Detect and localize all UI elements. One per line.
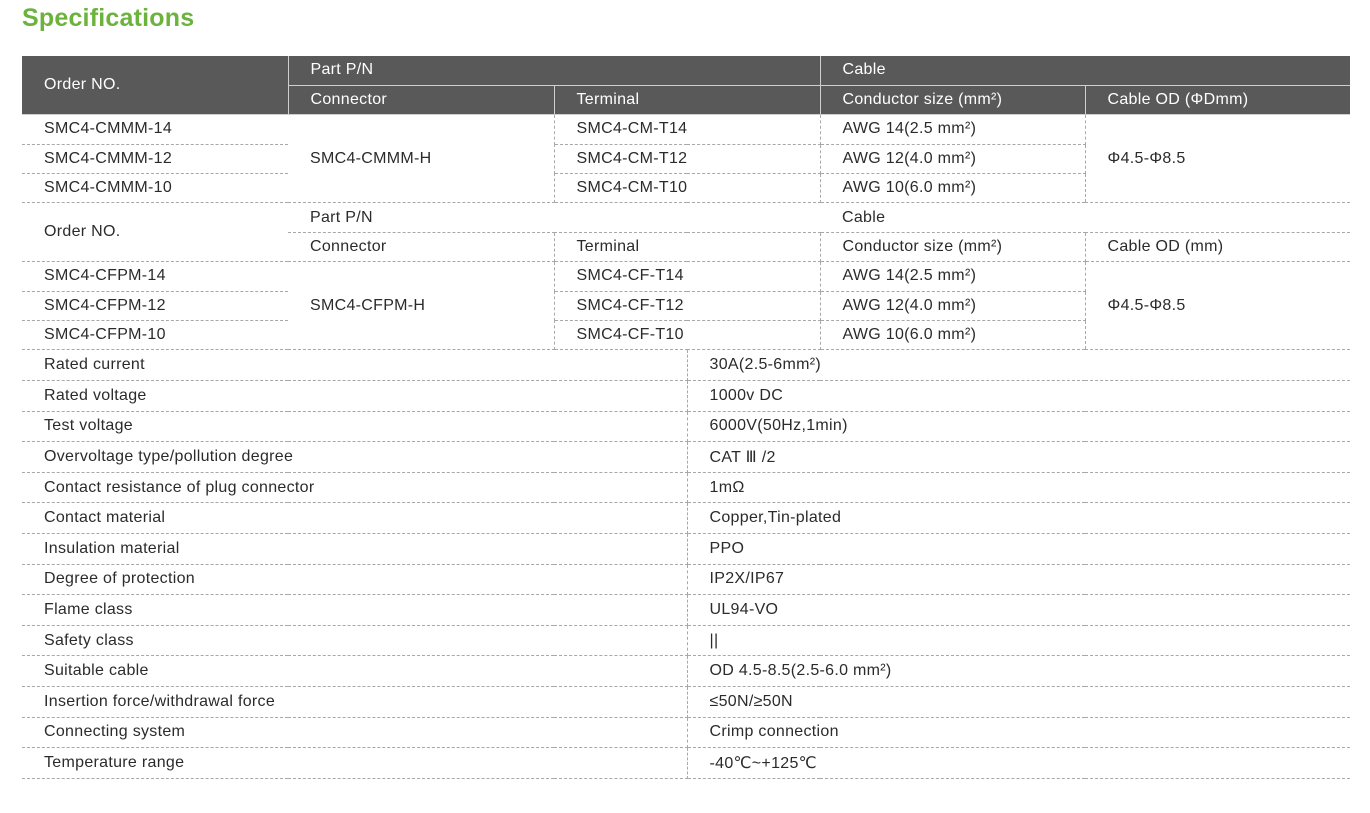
property-row xyxy=(22,686,1350,717)
property-row xyxy=(22,656,1350,687)
connector-part: SMC4-CMMM-H xyxy=(288,115,554,203)
property-label: Degree of protection xyxy=(22,564,687,595)
property-label: Flame class xyxy=(22,595,687,626)
order-number: SMC4-CFPM-10 xyxy=(22,321,288,350)
property-row xyxy=(22,533,1350,564)
header-part-pn: Part P/N xyxy=(288,203,820,232)
conductor-size: AWG 14(2.5 mm²) xyxy=(820,115,1085,144)
order-number: SMC4-CFPM-12 xyxy=(22,291,288,320)
property-value: IP2X/IP67 xyxy=(687,564,1350,595)
conductor-size: AWG 10(6.0 mm²) xyxy=(820,321,1085,350)
property-value: OD 4.5-8.5(2.5-6.0 mm²) xyxy=(687,656,1350,687)
terminal-part: SMC4-CM-T10 xyxy=(554,174,820,203)
property-label: Test voltage xyxy=(22,411,687,442)
property-value: UL94-VO xyxy=(687,595,1350,626)
header-terminal: Terminal xyxy=(554,85,820,114)
header-order-no: Order NO. xyxy=(22,203,288,262)
header-cable-od: Cable OD (ΦDmm) xyxy=(1085,85,1350,114)
header-connector: Connector xyxy=(288,232,554,261)
property-value: CAT Ⅲ /2 xyxy=(687,442,1350,473)
property-label: Temperature range xyxy=(22,748,687,779)
property-row xyxy=(22,472,1350,503)
property-value: 6000V(50Hz,1min) xyxy=(687,411,1350,442)
property-value: Copper,Tin-plated xyxy=(687,503,1350,534)
property-label: Suitable cable xyxy=(22,656,687,687)
property-label: Rated current xyxy=(22,350,687,381)
cable-od-value: Φ4.5-Φ8.5 xyxy=(1085,115,1350,203)
property-value: 1mΩ xyxy=(687,472,1350,503)
cable-od-value: Φ4.5-Φ8.5 xyxy=(1085,262,1350,350)
property-row xyxy=(22,350,1350,381)
table-row xyxy=(22,262,1350,291)
header-connector: Connector xyxy=(288,85,554,114)
header-part-pn: Part P/N xyxy=(288,56,820,85)
header-terminal: Terminal xyxy=(554,232,820,261)
terminal-part: SMC4-CM-T14 xyxy=(554,115,820,144)
property-row xyxy=(22,595,1350,626)
property-label: Overvoltage type/pollution degree xyxy=(22,442,687,473)
terminal-part: SMC4-CF-T10 xyxy=(554,321,820,350)
property-value: Crimp connection xyxy=(687,717,1350,748)
property-row xyxy=(22,381,1350,412)
order-number: SMC4-CMMM-12 xyxy=(22,144,288,173)
property-value: 30A(2.5-6mm²) xyxy=(687,350,1350,381)
property-value: || xyxy=(687,625,1350,656)
header-conductor-size: Conductor size (mm²) xyxy=(820,232,1085,261)
property-value: 1000v DC xyxy=(687,381,1350,412)
property-label: Contact material xyxy=(22,503,687,534)
terminal-part: SMC4-CF-T12 xyxy=(554,291,820,320)
order-number: SMC4-CMMM-10 xyxy=(22,174,288,203)
property-label: Connecting system xyxy=(22,717,687,748)
connector-part: SMC4-CFPM-H xyxy=(288,262,554,350)
property-row xyxy=(22,564,1350,595)
property-row xyxy=(22,411,1350,442)
property-row xyxy=(22,625,1350,656)
terminal-part: SMC4-CM-T12 xyxy=(554,144,820,173)
property-label: Insertion force/withdrawal force xyxy=(22,686,687,717)
page-title: Specifications xyxy=(22,4,195,32)
table-row xyxy=(22,115,1350,144)
header-conductor-size: Conductor size (mm²) xyxy=(820,85,1085,114)
order-number: SMC4-CMMM-14 xyxy=(22,115,288,144)
specifications-table xyxy=(22,56,1350,779)
property-row xyxy=(22,717,1350,748)
property-label: Rated voltage xyxy=(22,381,687,412)
header-order-no: Order NO. xyxy=(22,56,288,115)
property-value: PPO xyxy=(687,533,1350,564)
conductor-size: AWG 14(2.5 mm²) xyxy=(820,262,1085,291)
header-cable: Cable xyxy=(820,203,1350,232)
property-row xyxy=(22,748,1350,779)
property-value: -40℃~+125℃ xyxy=(687,748,1350,779)
conductor-size: AWG 12(4.0 mm²) xyxy=(820,291,1085,320)
property-label: Safety class xyxy=(22,625,687,656)
conductor-size: AWG 10(6.0 mm²) xyxy=(820,174,1085,203)
property-value: ≤50N/≥50N xyxy=(687,686,1350,717)
property-label: Insulation material xyxy=(22,533,687,564)
property-row xyxy=(22,442,1350,473)
order-number: SMC4-CFPM-14 xyxy=(22,262,288,291)
table-subheader-row xyxy=(22,203,1350,232)
property-row xyxy=(22,503,1350,534)
terminal-part: SMC4-CF-T14 xyxy=(554,262,820,291)
table-header-row xyxy=(22,56,1350,85)
property-label: Contact resistance of plug connector xyxy=(22,472,687,503)
header-cable-od: Cable OD (mm) xyxy=(1085,232,1350,261)
conductor-size: AWG 12(4.0 mm²) xyxy=(820,144,1085,173)
header-cable: Cable xyxy=(820,56,1350,85)
